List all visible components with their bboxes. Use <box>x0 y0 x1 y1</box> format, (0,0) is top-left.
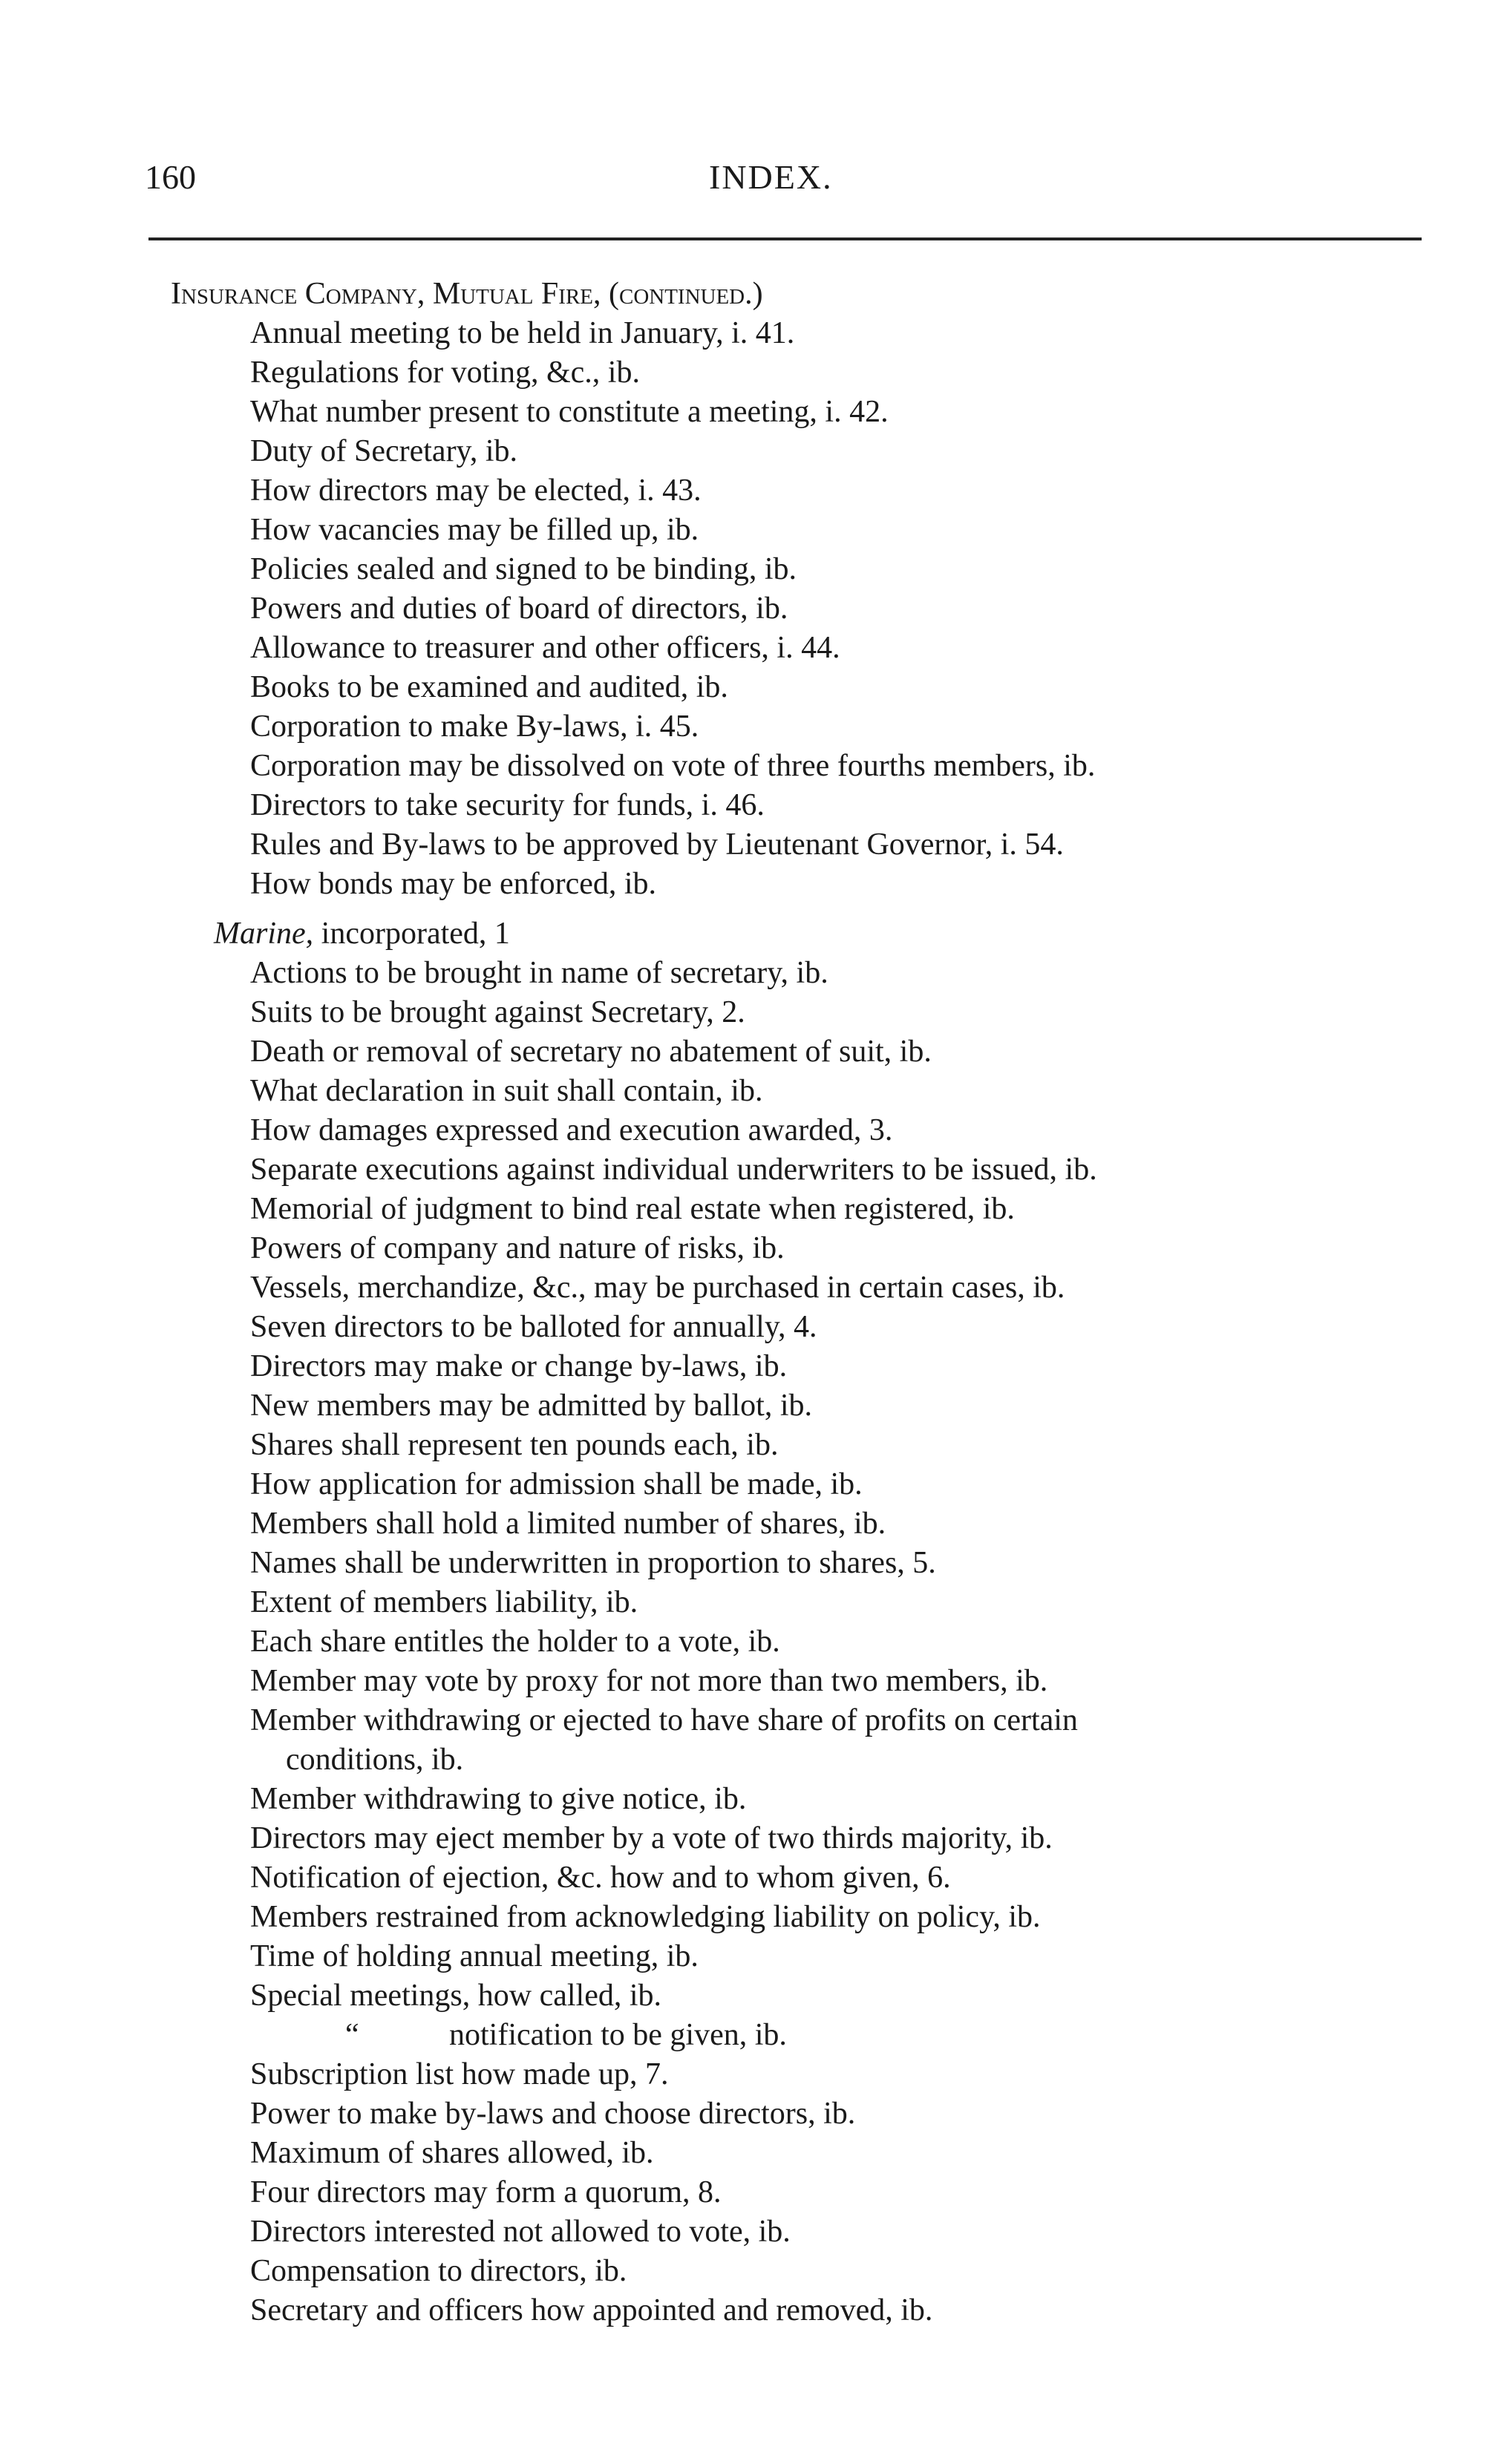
index-entry: Suits to be brought against Secretary, 2. <box>250 995 745 1029</box>
index-entry: What number present to constitute a meeting, i. 42. <box>250 395 889 429</box>
index-entry: How application for admission shall be made, ib. <box>250 1467 863 1501</box>
index-entry: Maximum of shares allowed, ib. <box>250 2136 654 2170</box>
index-entry: Corporation to make By-laws, i. 45. <box>250 710 699 744</box>
index-entry-ditto <box>148 2016 1440 2055</box>
index-entry: Allowance to treasurer and other officers, i. 44. <box>250 631 840 665</box>
index-entry: Directors may make or change by-laws, ib. <box>250 1349 788 1383</box>
index-entry: Death or removal of secretary no abatement of suit, ib. <box>250 1035 932 1069</box>
index-entry: Directors may eject member by a vote of two thirds majority, ib. <box>250 1821 1053 1855</box>
index-entry: Extent of members liability, ib. <box>250 1585 638 1619</box>
index-entry-wrapped-line-2: conditions, ib. <box>286 1743 464 1777</box>
page-header <box>145 157 1422 209</box>
index-entry: Power to make by-laws and choose directors, ib. <box>250 2097 856 2131</box>
index-entry: Separate executions against individual underwriters to be issued, ib. <box>250 1153 1097 1187</box>
index-entry: How directors may be elected, i. 43. <box>250 474 702 508</box>
index-entry: Duty of Secretary, ib. <box>250 434 517 468</box>
index-entry: How damages expressed and execution awarded, 3. <box>250 1113 893 1147</box>
index-entry: Members shall hold a limited number of shares, ib. <box>250 1507 886 1541</box>
index-entry: Members restrained from acknowledging liability on policy, ib. <box>250 1900 1041 1934</box>
marine-title: Marine, <box>214 917 314 951</box>
index-entry: Member may vote by proxy for not more than two members, ib. <box>250 1664 1048 1698</box>
index-entry: Corporation may be dissolved on vote of three fourths members, ib. <box>250 749 1096 783</box>
index-entry: Compensation to directors, ib. <box>250 2254 627 2288</box>
running-head: INDEX. <box>709 158 833 196</box>
index-entry: Policies sealed and signed to be binding, ib. <box>250 552 797 586</box>
index-entry: Subscription list how made up, 7. <box>250 2057 669 2091</box>
marine-title-rest: incorporated, 1 <box>313 917 510 951</box>
index-entry: Memorial of judgment to bind real estate when registered, ib. <box>250 1192 1015 1226</box>
index-entry: New members may be admitted by ballot, ib. <box>250 1389 812 1423</box>
index-entry: Vessels, merchandize, &c., may be purchased in certain cases, ib. <box>250 1271 1065 1305</box>
index-entry: Rules and By-laws to be approved by Lieutenant Governor, i. 54. <box>250 828 1064 862</box>
index-entry: Directors interested not allowed to vote, ib. <box>250 2215 791 2249</box>
index-entry: Directors to take security for funds, i. 46. <box>250 788 765 822</box>
page-number: 160 <box>145 158 196 196</box>
index-entry-wrapped-line-1: Member withdrawing or ejected to have share of profits on certain <box>250 1703 1078 1737</box>
index-entry: How bonds may be enforced, ib. <box>250 867 657 901</box>
index-entry: Books to be examined and audited, ib. <box>250 670 728 704</box>
ditto-text: notification to be given, ib. <box>449 2018 787 2052</box>
header-rule <box>148 237 1422 240</box>
index-entry: Each share entitles the holder to a vote, ib. <box>250 1625 780 1659</box>
index-entry: Member withdrawing to give notice, ib. <box>250 1782 747 1816</box>
index-entry: Time of holding annual meeting, ib. <box>250 1939 699 1973</box>
index-entry: What declaration in suit shall contain, ib. <box>250 1074 763 1108</box>
index-entry: Regulations for voting, &c., ib. <box>250 355 640 390</box>
index-entry: How vacancies may be filled up, ib. <box>250 513 699 547</box>
ditto-mark: “ <box>345 2018 359 2052</box>
marine-entries <box>148 954 1440 2330</box>
index-entry: Notification of ejection, &c. how and to whom given, 6. <box>250 1861 951 1895</box>
index-entry: Special meetings, how called, ib. <box>250 1979 662 2013</box>
index-entry: Powers and duties of board of directors, ib. <box>250 592 788 626</box>
index-entry: Shares shall represent ten pounds each, ib. <box>250 1428 779 1462</box>
mutual-fire-entries <box>148 314 1440 904</box>
index-entry: Annual meeting to be held in January, i. 41. <box>250 316 795 350</box>
index-entry: Actions to be brought in name of secretary, ib. <box>250 956 828 990</box>
index-entry: Seven directors to be balloted for annually, 4. <box>250 1310 817 1344</box>
index-entry: Names shall be underwritten in proportion to shares, 5. <box>250 1546 936 1580</box>
index-heading-marine <box>148 914 1440 954</box>
index-entry: Powers of company and nature of risks, ib. <box>250 1231 785 1265</box>
index-body <box>148 275 1440 2330</box>
index-heading-mutual-fire: Insurance Company, Mutual Fire, (continued.) <box>171 277 763 311</box>
index-entry: Secretary and officers how appointed and removed, ib. <box>250 2293 933 2327</box>
index-entry: Four directors may form a quorum, 8. <box>250 2175 722 2209</box>
